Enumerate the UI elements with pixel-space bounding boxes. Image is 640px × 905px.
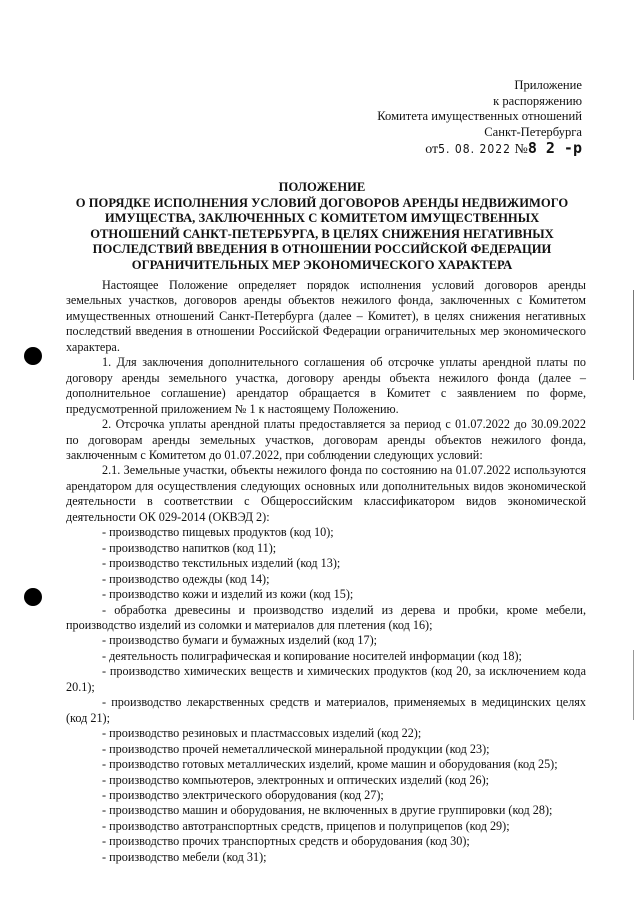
scan-edge-mark	[633, 290, 634, 380]
list-item: - производство пищевых продуктов (код 10);	[102, 525, 334, 540]
list-item: - производство резиновых и пластмассовых изделий (код 22);	[102, 726, 422, 741]
date-prefix: от	[425, 142, 439, 157]
order-date: 5. 08. 2022	[438, 142, 511, 156]
intro-paragraph: Настоящее Положение определяет порядок исполнения условий договоров аренды земельных участков, договоров аренды объектов нежилого фонда, заключенных с Комитетом имущественных отношений Санкт-Петербурга (далее – Комитет), в целях снижения негативных последствий введения в отношении Российской Федерации ограничительных мер экономического характера.	[66, 278, 586, 354]
list-item: - производство текстильных изделий (код 13);	[102, 556, 341, 571]
order-date-number	[262, 140, 582, 158]
paragraph-2: 2. Отсрочка уплаты арендной платы предоставляется за период с 01.07.2022 до 30.09.2022 по договорам аренды земельных участков, договорам аренды объектов нежилого фонда, заключенным с Комитетом до 01.07.2022, при соблюдении следующих условий:	[66, 417, 586, 462]
list-item: - производство электрического оборудования (код 27);	[102, 787, 384, 802]
header-line: Санкт-Петербурга	[484, 124, 582, 139]
title-line: ПОСЛЕДСТВИЙ ВВЕДЕНИЯ В ОТНОШЕНИИ РОССИЙСКОЙ ФЕДЕРАЦИИ	[92, 242, 552, 257]
punch-hole	[24, 347, 42, 365]
title-line: ОГРАНИЧИТЕЛЬНЫХ МЕР ЭКОНОМИЧЕСКОГО ХАРАКТЕРА	[131, 257, 513, 272]
punch-hole	[24, 588, 42, 606]
list-item: - производство прочих транспортных средств и оборудования (код 30);	[102, 834, 470, 849]
title-line: ПОЛОЖЕНИЕ	[278, 180, 366, 194]
list-item: - производство готовых металлических изделий, кроме машин и оборудования (код 25);	[102, 757, 558, 772]
header-line: Приложение	[514, 78, 582, 92]
list-item: - производство мебели (код 31);	[102, 849, 267, 864]
list-item: - обработка древесины и производство изделий из дерева и пробки, кроме мебели, производство изделий из соломки и материалов для плетения (код 16);	[66, 602, 586, 632]
order-number: 8 2 -р	[527, 139, 582, 157]
title-line: О ПОРЯДКЕ ИСПОЛНЕНИЯ УСЛОВИЙ ДОГОВОРОВ АРЕНДЫ НЕДВИЖИМОГО	[75, 195, 569, 210]
list-item: - деятельность полиграфическая и копирование носителей информации (код 18);	[102, 648, 522, 663]
list-item: - производство напитков (код 11);	[102, 540, 277, 555]
title-line: ОТНОШЕНИЙ САНКТ-ПЕТЕРБУРГА, В ЦЕЛЯХ СНИЖЕНИЯ НЕГАТИВНЫХ	[90, 226, 554, 241]
header-line: к распоряжению	[493, 93, 582, 108]
paragraph-2-1: 2.1. Земельные участки, объекты нежилого фонда по состоянию на 01.07.2022 используются арендатором для осуществления следующих основных или дополнительных видов экономической деятельности в соответствии с Общероссийским классификатором видов экономической деятельности ОК 029-2014 (ОКВЭД 2):	[66, 463, 586, 524]
title-line: ИМУЩЕСТВА, ЗАКЛЮЧЕННЫХ С КОМИТЕТОМ ИМУЩЕСТВЕННЫХ	[104, 211, 540, 226]
list-item: - производство химических веществ и химических продуктов (код 20, за исключением кода 20.1);	[66, 664, 586, 694]
list-item: - производство машин и оборудования, не включенных в другие группировки (код 28);	[102, 803, 553, 818]
list-item: - производство кожи и изделий из кожи (код 15);	[102, 587, 354, 602]
header-line: Комитета имущественных отношений	[377, 109, 582, 123]
document-title	[62, 180, 582, 274]
list-item: - производство одежды (код 14);	[102, 571, 270, 586]
list-item: - производство компьютеров, электронных и оптических изделий (код 26);	[102, 772, 490, 787]
list-item: - производство автотранспортных средств, прицепов и полуприцепов (код 29);	[102, 818, 510, 833]
paragraph-1: 1. Для заключения дополнительного соглашения об отсрочке уплаты арендной платы по договору аренды земельного участка, договору аренды объекта нежилого фонда (далее – дополнительное соглашение) арендатор обращается в Комитет с заявлением по форме, предусмотренной приложением № 1 к настоящему Положению.	[66, 355, 586, 416]
list-item: - производство бумаги и бумажных изделий (код 17);	[102, 633, 378, 648]
list-item: - производство лекарственных средств и материалов, применяемых в медицинских целях (код 21);	[66, 695, 586, 725]
number-prefix: №	[514, 142, 528, 157]
document-body	[66, 278, 586, 865]
appendix-header	[262, 78, 582, 158]
scan-edge-mark	[633, 650, 634, 720]
list-item: - производство прочей неметаллической минеральной продукции (код 23);	[102, 741, 490, 756]
